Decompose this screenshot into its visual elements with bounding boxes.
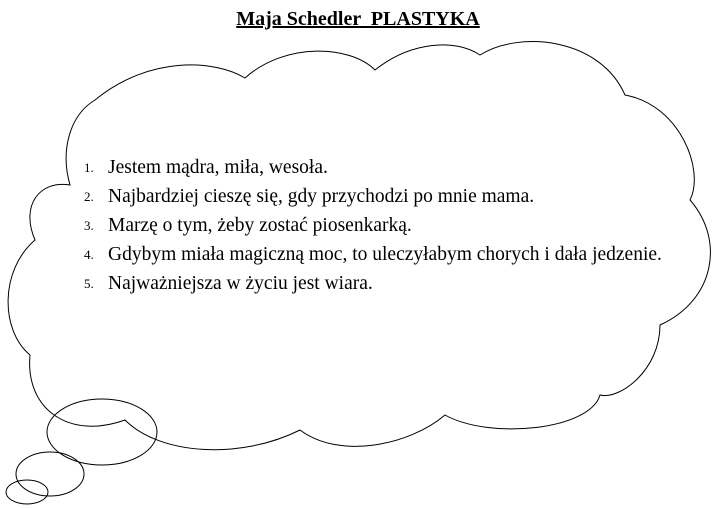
page-title: Maja Schedler PLASTYKA [236, 8, 480, 30]
list-item [70, 269, 670, 298]
list-number: 1. [84, 160, 94, 175]
list-number: 2. [84, 189, 94, 204]
list-text: Marzę o tym, żeby zostać piosenkarką. [108, 215, 412, 236]
thought-bubble-small [6, 480, 48, 504]
list-item [70, 153, 670, 182]
list-text: Najważniejsza w życiu jest wiara. [108, 273, 373, 294]
list-number: 4. [84, 247, 94, 262]
list-item [70, 182, 670, 211]
list-text: Gdybym miała magiczną moc, to uleczyłabym chorych i dała jedzenie. [108, 244, 662, 265]
list-item [70, 211, 670, 240]
statement-list [70, 153, 670, 298]
list-number: 3. [84, 218, 94, 233]
thought-bubble-medium [16, 452, 84, 496]
list-item [70, 240, 670, 269]
list-text: Jestem mądra, miła, wesoła. [108, 157, 328, 178]
list-number: 5. [84, 276, 94, 291]
list-text: Najbardziej cieszę się, gdy przychodzi po mnie mama. [108, 186, 535, 207]
